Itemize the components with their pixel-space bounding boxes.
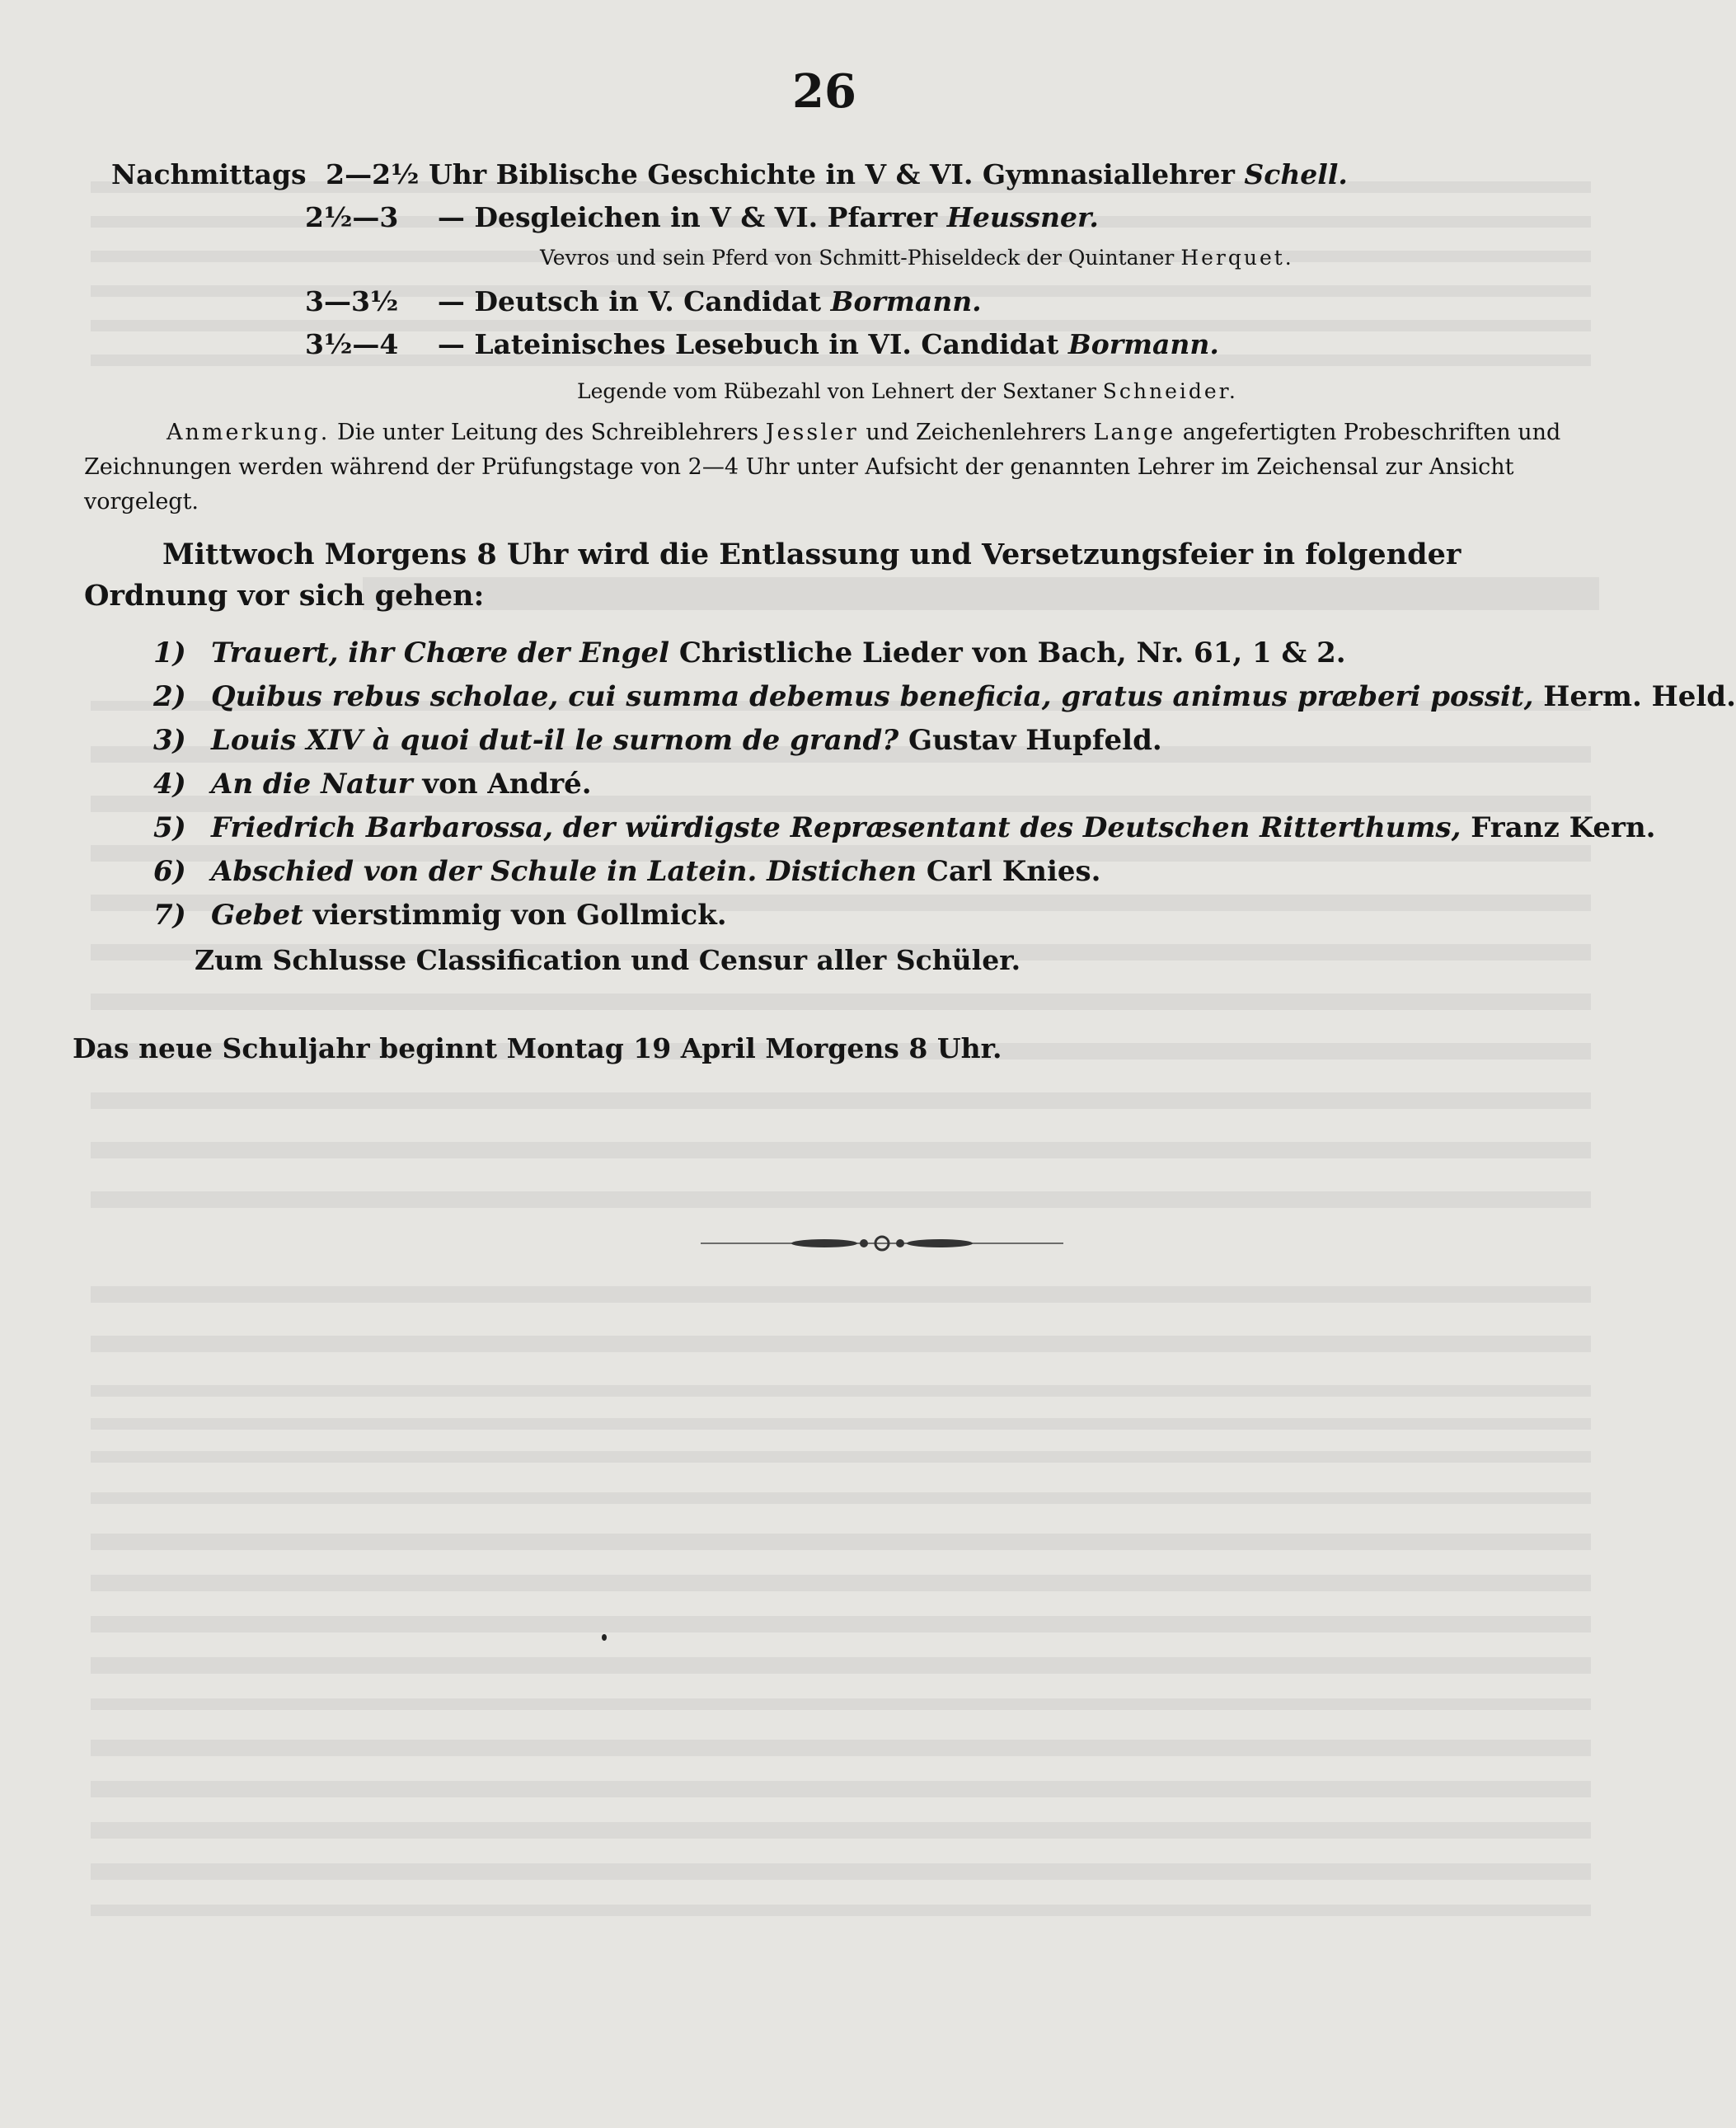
wednesday-intro-text: Mittwoch Morgens 8 Uhr wird die Entlassung und Versetzungsfeier in folgender Ordnung vor sich gehen:	[84, 538, 1462, 613]
program-item-number: 1)	[153, 637, 186, 669]
recitation-name: Herquet.	[1180, 246, 1294, 270]
schedule-time: 3½—4	[305, 328, 399, 360]
schedule-time: 3—3½	[305, 285, 399, 317]
program-item-title: Abschied von der Schule in Latein. Distichen	[211, 855, 917, 888]
program-item	[153, 768, 592, 801]
program-item	[153, 855, 1100, 888]
program-item-title: An die Natur	[211, 768, 413, 801]
program-item-author: Franz Kern.	[1461, 811, 1656, 844]
anmerkung-text: Die unter Leitung des Schreiblehrers	[330, 420, 766, 445]
program-item-author: Herm. Held.	[1533, 680, 1736, 713]
program-item-author: Christliche Lieder von Bach, Nr. 61, 1 & 2.	[669, 637, 1346, 669]
schedule-line-3	[305, 285, 982, 317]
schedule-time: 2—2½	[326, 158, 420, 190]
schedule-line-4	[305, 328, 1219, 360]
program-item	[153, 724, 1162, 757]
program-item-number: 2)	[153, 680, 186, 713]
schedule-teacher: Schell.	[1244, 158, 1348, 190]
program-item-title: Quibus rebus scholae, cui summa debemus beneficia, gratus animus præberi possit,	[211, 680, 1534, 713]
anmerkung-text: angefertigten Probeschriften und Zeichnungen werden während der Prüfungstage von 2—4 Uhr unter Aufsicht der genannten Lehrer im Zeichensal zur Ansicht vorgelegt.	[84, 420, 1561, 514]
program-item-number: 5)	[153, 811, 186, 844]
program-item-number: 6)	[153, 855, 186, 888]
anmerkung-label: Anmerkung.	[167, 420, 331, 445]
schedule-text: — Desgleichen in V & VI. Pfarrer	[437, 201, 947, 233]
recitation-text: Legende vom Rübezahl von Lehnert der Sextaner	[577, 379, 1103, 403]
program-item-title: Trauert, ihr Chœre der Engel	[211, 637, 670, 669]
anmerkung-name: Lange	[1093, 420, 1176, 445]
recitation-text: Vevros und sein Pferd von Schmitt-Phiseldeck der Quintaner	[540, 246, 1181, 270]
program-item	[153, 637, 1346, 669]
anmerkung-text: und Zeichenlehrers	[858, 420, 1094, 445]
schedule-teacher: Heussner.	[946, 201, 1099, 233]
recitation-line-2	[577, 379, 1238, 403]
program-item-number: 7)	[153, 899, 186, 932]
anmerkung-paragraph	[84, 416, 1597, 519]
schedule-time: 2½—3	[305, 201, 399, 233]
program-item-title: Friedrich Barbarossa, der würdigste Repræsentant des Deutschen Ritterthums,	[211, 811, 1462, 844]
paper-speck	[600, 1632, 608, 1642]
page-number: 26	[792, 64, 856, 119]
program-item-number: 3)	[153, 724, 186, 757]
program-item-author: von André.	[412, 768, 592, 801]
recitation-name: Schneider.	[1102, 379, 1238, 403]
schedule-teacher: Bormann.	[830, 285, 982, 317]
schedule-text: Uhr Biblische Geschichte in V & VI. Gymnasiallehrer	[428, 158, 1245, 190]
program-item-title: Louis XIV à quoi dut-il le surnom de grand?	[211, 724, 899, 757]
schedule-prefix: Nachmittags	[111, 158, 307, 190]
program-item	[153, 811, 1656, 844]
closing-line: Zum Schlusse Classification und Censur aller Schüler.	[195, 944, 1021, 976]
schedule-text: — Lateinisches Lesebuch in VI. Candidat	[437, 328, 1068, 360]
new-school-year: Das neue Schuljahr beginnt Montag 19 April Morgens 8 Uhr.	[73, 1032, 1002, 1064]
program-item	[153, 680, 1736, 713]
program-item-title: Gebet	[211, 899, 303, 932]
recitation-line-1	[540, 246, 1294, 270]
schedule-line-1	[111, 158, 1348, 190]
schedule-text: — Deutsch in V. Candidat	[437, 285, 831, 317]
program-item-author: Carl Knies.	[917, 855, 1101, 888]
ornament-divider	[701, 1234, 1063, 1252]
program-item-author: Gustav Hupfeld.	[898, 724, 1162, 757]
program-item-author: vierstimmig von Gollmick.	[303, 899, 727, 932]
program-item-number: 4)	[153, 768, 186, 801]
schedule-line-2	[305, 201, 1099, 233]
anmerkung-name: Jessler	[765, 420, 859, 445]
wednesday-intro	[84, 534, 1597, 617]
schedule-teacher: Bormann.	[1067, 328, 1219, 360]
program-item	[153, 899, 727, 932]
